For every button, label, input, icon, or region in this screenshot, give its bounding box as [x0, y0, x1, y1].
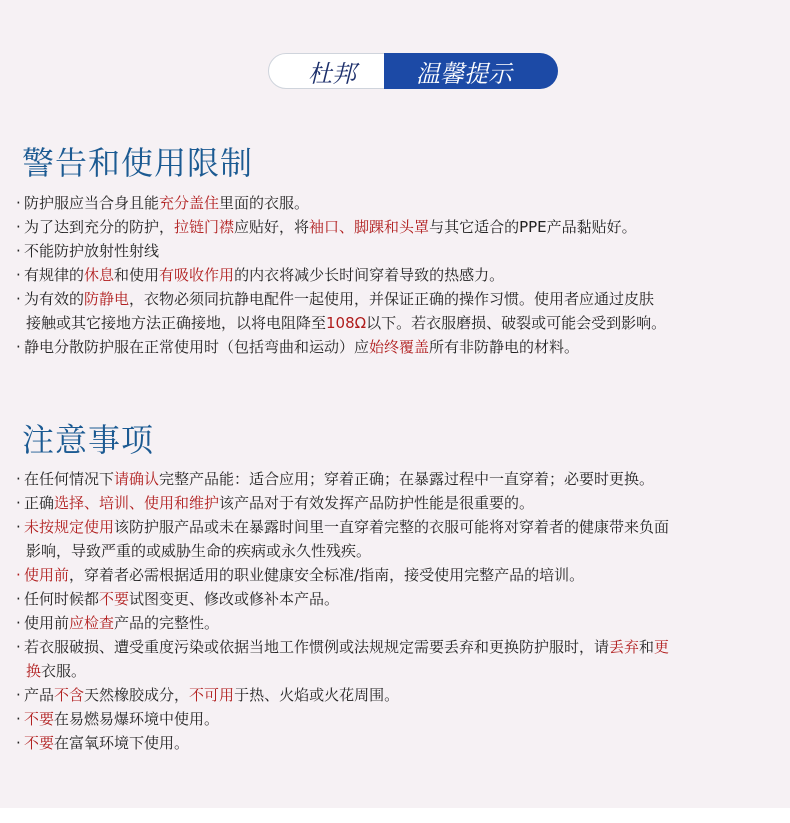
text-run: 与其它适合的PPE产品黏贴好。 — [429, 218, 637, 236]
list-item — [18, 683, 669, 707]
list-item — [18, 191, 666, 215]
text-run: 完整产品能：适合应用；穿着正确；在暴露过程中一直穿着；必要时更换。 — [159, 470, 655, 488]
text-run: 应贴好，将 — [234, 218, 310, 236]
highlight-run: 袖口、脚踝和头罩 — [309, 218, 430, 236]
list-item — [18, 263, 666, 287]
highlight-run: 未按规定使用 — [24, 518, 115, 536]
list-item — [18, 287, 666, 335]
text-run: 在富氧环境下使用。 — [54, 734, 190, 752]
text-run: 为了达到充分的防护， — [24, 218, 175, 236]
text-run: 在任何情况下 — [24, 470, 115, 488]
text-run: ，穿着者必需根据适用的职业健康安全标准/指南，接受使用完整产品的培训。 — [69, 566, 585, 584]
list-item-continuation — [24, 659, 669, 683]
cautions-list — [18, 467, 669, 755]
highlight-run: 不要 — [24, 734, 55, 752]
text-run: 衣服。 — [41, 662, 87, 680]
text-run: 接触或其它接地方法正确接地，以将电阻降至 — [26, 314, 327, 332]
text-run: 静电分散防护服在正常使用时（包括弯曲和运动）应 — [24, 338, 370, 356]
text-run: 该产品对于有效发挥产品防护性能是很重要的。 — [219, 494, 535, 512]
highlight-run: 使用前 — [24, 566, 70, 584]
text-run: 正确 — [24, 494, 55, 512]
text-run: 试图变更、修改或修补本产品。 — [129, 590, 340, 608]
list-item — [18, 635, 669, 683]
highlight-run: 始终覆盖 — [369, 338, 430, 356]
text-run: 里面的衣服。 — [219, 194, 310, 212]
list-item — [18, 335, 666, 359]
list-item — [18, 491, 669, 515]
highlight-run: 不含 — [54, 686, 85, 704]
highlight-run: 换 — [26, 662, 42, 680]
list-item — [18, 731, 669, 755]
cautions-title: 注意事项 — [22, 421, 155, 459]
list-item — [18, 215, 666, 239]
warnings-title: 警告和使用限制 — [22, 144, 254, 182]
highlight-run: 不可用 — [189, 686, 235, 704]
highlight-run: 108Ω — [326, 314, 367, 332]
header-tag — [268, 53, 558, 89]
text-run: 有规律的 — [24, 266, 85, 284]
text-run: ，衣物必须同抗静电配件一起使用，并保证正确的操作习惯。使用者应通过皮肤 — [129, 290, 655, 308]
highlight-run: 充分盖住 — [159, 194, 220, 212]
text-run: 产品 — [24, 686, 55, 704]
highlight-run: 选择、培训、使用和维护 — [54, 494, 220, 512]
text-run: 于热、火焰或火花周围。 — [234, 686, 400, 704]
text-run: 在易燃易爆环境中使用。 — [54, 710, 220, 728]
highlight-run: 更 — [654, 638, 670, 656]
highlight-run: 防静电 — [84, 290, 130, 308]
list-item — [18, 563, 669, 587]
tips-label: 温馨提示 — [384, 53, 558, 89]
text-run: 不能防护放射性射线 — [24, 242, 160, 260]
list-item — [18, 587, 669, 611]
warnings-list — [18, 191, 666, 359]
list-item-continuation — [24, 539, 669, 563]
text-run: 任何时候都 — [24, 590, 100, 608]
list-item — [18, 515, 669, 563]
highlight-run: 丢弃 — [609, 638, 640, 656]
list-item — [18, 611, 669, 635]
list-item — [18, 239, 666, 263]
highlight-run: 拉链门襟 — [174, 218, 235, 236]
text-run: 防护服应当合身且能 — [24, 194, 160, 212]
highlight-run: 有吸收作用 — [159, 266, 235, 284]
text-run: 为有效的 — [24, 290, 85, 308]
text-run: 以下。若衣服磨损、破裂或可能会受到影响。 — [366, 314, 667, 332]
brand-label: 杜邦 — [268, 53, 388, 89]
text-run: 所有非防静电的材料。 — [429, 338, 580, 356]
text-run: 影响，导致严重的或威胁生命的疾病或永久性残疾。 — [26, 542, 372, 560]
list-item-continuation — [24, 311, 666, 335]
highlight-run: 不要 — [24, 710, 55, 728]
text-run: 使用前 — [24, 614, 70, 632]
text-run: 和 — [639, 638, 655, 656]
highlight-run: 不要 — [99, 590, 130, 608]
list-item — [18, 467, 669, 491]
highlight-run: 请确认 — [114, 470, 160, 488]
text-run: 天然橡胶成分， — [84, 686, 190, 704]
highlight-run: 休息 — [84, 266, 115, 284]
text-run: 产品的完整性。 — [114, 614, 220, 632]
highlight-run: 应检查 — [69, 614, 115, 632]
text-run: 若衣服破损、遭受重度污染或依据当地工作惯例或法规规定需要丢弃和更换防护服时，请 — [24, 638, 610, 656]
list-item — [18, 707, 669, 731]
text-run: 的内衣将减少长时间穿着导致的热感力。 — [234, 266, 505, 284]
text-run: 和使用 — [114, 266, 160, 284]
text-run: 该防护服产品或未在暴露时间里一直穿着完整的衣服可能将对穿着者的健康带来负面 — [114, 518, 670, 536]
